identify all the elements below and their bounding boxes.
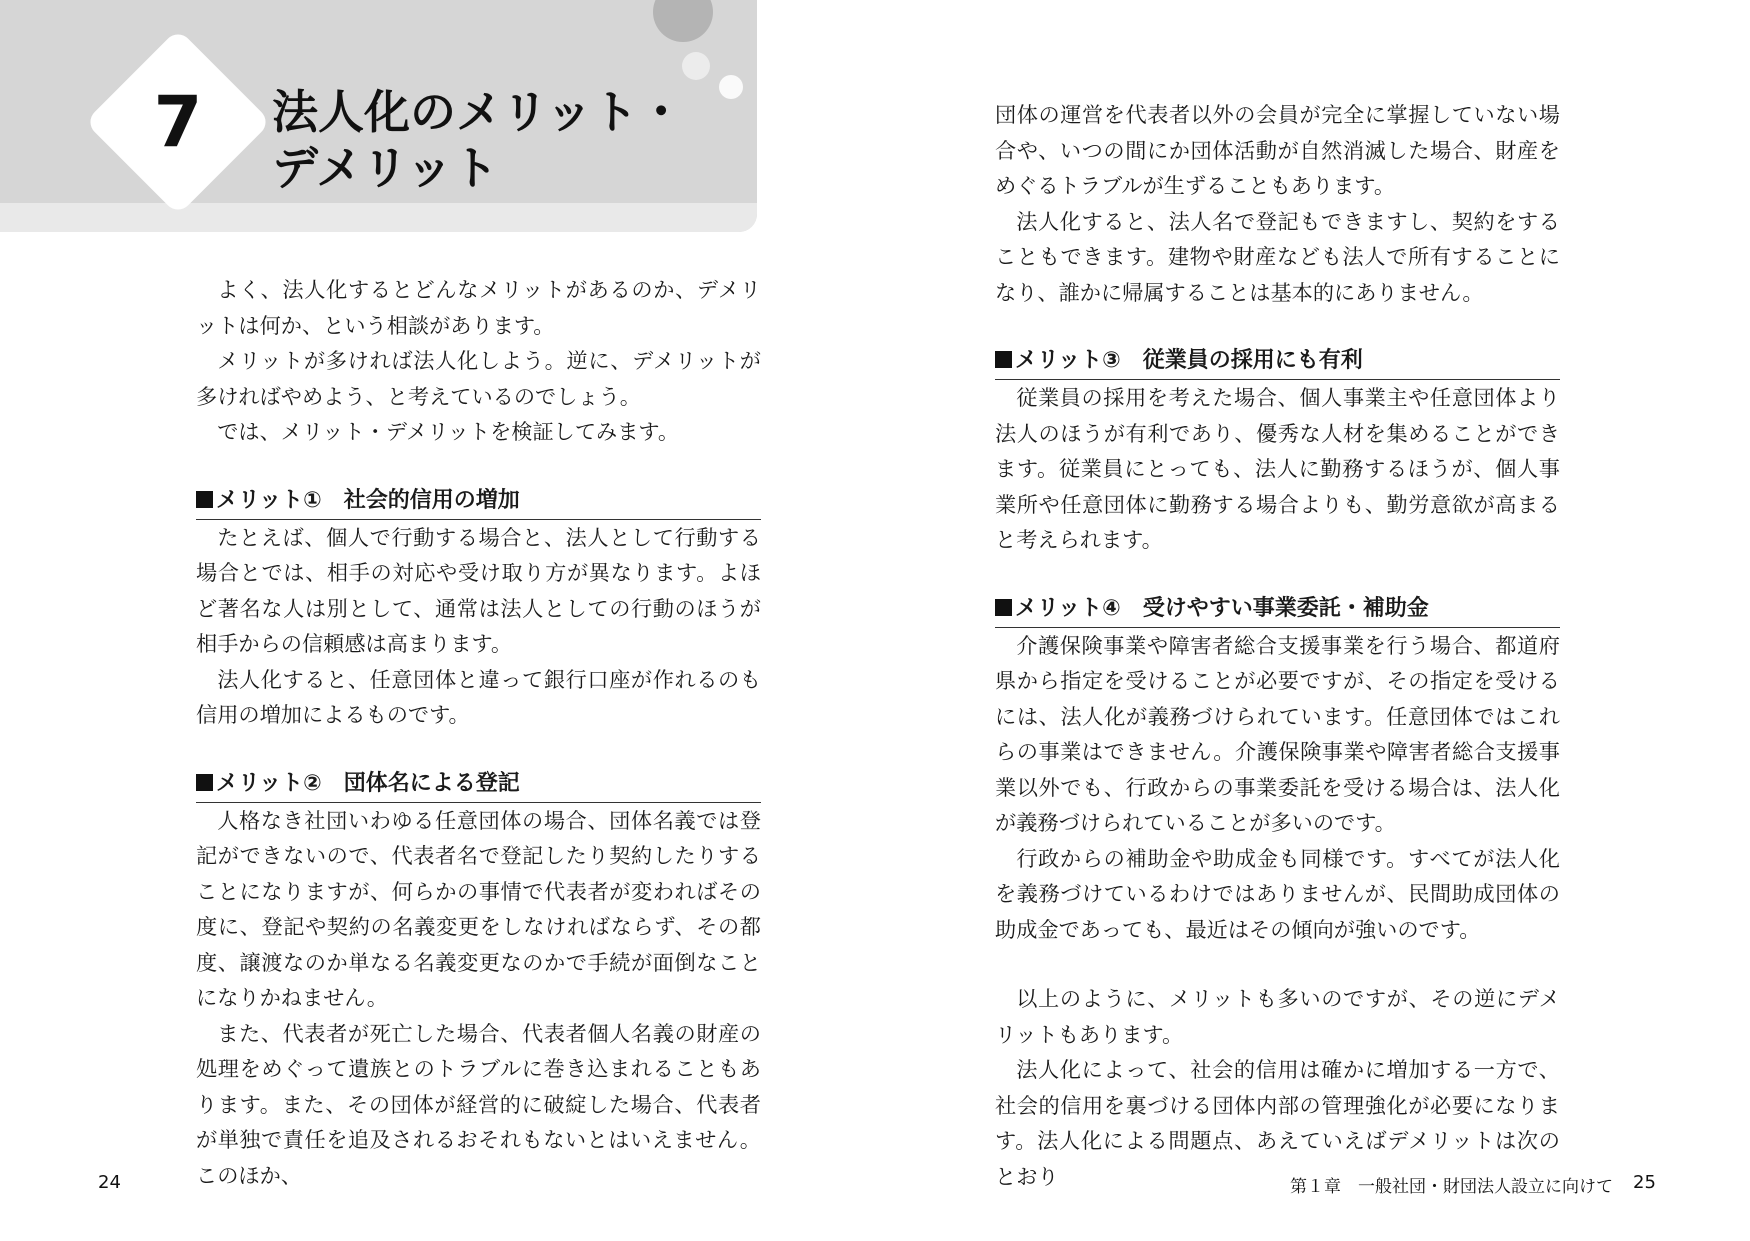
section-heading-merit-4 (995, 592, 1560, 628)
body-paragraph: たとえば、個人で行動する場合と、法人として行動する場合とでは、相手の対応や受け取り方が異なります。よほど著名な人は別として、通常は法人としての行動のほうが相手からの信頼感は高まります。 (196, 524, 761, 656)
section-spacer (995, 947, 1560, 981)
intro-paragraph: よく、法人化するとどんなメリットがあるのか、デメリットは何か、という相談があります。 (196, 277, 761, 338)
body-paragraph: 人格なき社団いわゆる任意団体の場合、団体名義では登記ができないので、代表者名で登記したり契約したりすることになりますが、何らかの事情で代表者が変わればその度に、登記や契約の名義変更をしなければならず、その都度、譲渡なのか単なる名義変更なのかで手続が面倒なことになりかねません。 (196, 807, 761, 1010)
page-title-line-2: デメリット (272, 141, 499, 195)
intro-paragraph: では、メリット・デメリットを検証してみます。 (217, 419, 680, 444)
closing-paragraph: 法人化によって、社会的信用は確かに増加する一方で、社会的信用を裏づける団体内部の管理強化が必要になります。法人化による問題点、あえていえばデメリットは次のとおり (995, 1057, 1560, 1189)
section-heading-text: メリット③ 従業員の採用にも有利 (1015, 348, 1363, 373)
right-page-column (995, 97, 1560, 1194)
section-heading-merit-2 (196, 767, 761, 803)
body-paragraph: また、代表者が死亡した場合、代表者個人名義の財産の処理をめぐって遺族とのトラブルに巻き込まれることもあります。また、その団体が経営的に破綻した場合、代表者が単独で責任を追及されるおそれもないとはいえません。このほか、 (196, 1020, 761, 1188)
continued-paragraph: 団体の運営を代表者以外の会員が完全に掌握していない場合や、いつの間にか団体活動が自然消滅した場合、財産をめぐるトラブルが生ずることもあります。 (995, 102, 1560, 198)
body-paragraph: 法人化すると、任意団体と違って銀行口座が作れるのも信用の増加によるものです。 (196, 666, 761, 727)
closing-paragraph: 以上のように、メリットも多いのですが、その逆にデメリットもあります。 (995, 986, 1560, 1047)
square-bullet-icon (995, 351, 1012, 368)
running-head: 第１章 一般社団・財団法人設立に向けて (1290, 1177, 1613, 1197)
page-number-right: 25 (1633, 1172, 1656, 1193)
body-paragraph: 法人化すると、法人名で登記もできますし、契約をすることもできます。建物や財産なども法人で所有することになり、誰かに帰属することは基本的にありません。 (995, 208, 1560, 305)
square-bullet-icon (196, 774, 213, 791)
chapter-number: 7 (153, 81, 203, 163)
section-heading-text: メリット① 社会的信用の増加 (216, 487, 520, 513)
body-paragraph: 行政からの補助金や助成金も同様です。すべてが法人化を義務づけているわけではありませんが、民間助成団体の助成金であっても、最近はその傾向が強いのです。 (995, 845, 1560, 942)
section-spacer (196, 733, 761, 767)
square-bullet-icon (995, 599, 1012, 616)
section-heading-merit-1 (196, 484, 761, 520)
page-title (272, 84, 684, 196)
page-number-left: 24 (98, 1172, 121, 1193)
decorative-circle-medium (682, 52, 710, 80)
page-title-line-1: 法人化のメリット・ (272, 85, 685, 139)
decorative-circle-small (719, 75, 743, 99)
section-heading-merit-3 (995, 344, 1560, 380)
square-bullet-icon (196, 491, 213, 508)
intro-paragraph: メリットが多ければ法人化しよう。逆に、デメリットが多ければやめよう、と考えているのでしょう。 (196, 348, 761, 409)
chapter-header-band-lower (0, 203, 757, 232)
left-page-column (196, 272, 761, 1193)
section-spacer (196, 450, 761, 484)
body-paragraph: 介護保険事業や障害者総合支援事業を行う場合、都道府県から指定を受けることが必要ですが、その指定を受けるには、法人化が義務づけられています。任意団体ではこれらの事業はできません。介護保険事業や障害者総合支援事業以外でも、行政からの事業委託を受ける場合は、法人化が義務づけられていることが多いのです。 (995, 632, 1560, 835)
section-heading-text: メリット② 団体名による登記 (216, 770, 520, 796)
section-spacer (995, 558, 1560, 592)
section-heading-text: メリット④ 受けやすい事業委託・補助金 (1015, 595, 1429, 621)
body-paragraph: 従業員の採用を考えた場合、個人事業主や任意団体より法人のほうが有利であり、優秀な人材を集めることができます。従業員にとっても、法人に勤務するほうが、個人事業所や任意団体に勤務する場合よりも、勤労意欲が高まると考えられます。 (995, 385, 1560, 552)
section-spacer (995, 310, 1560, 344)
